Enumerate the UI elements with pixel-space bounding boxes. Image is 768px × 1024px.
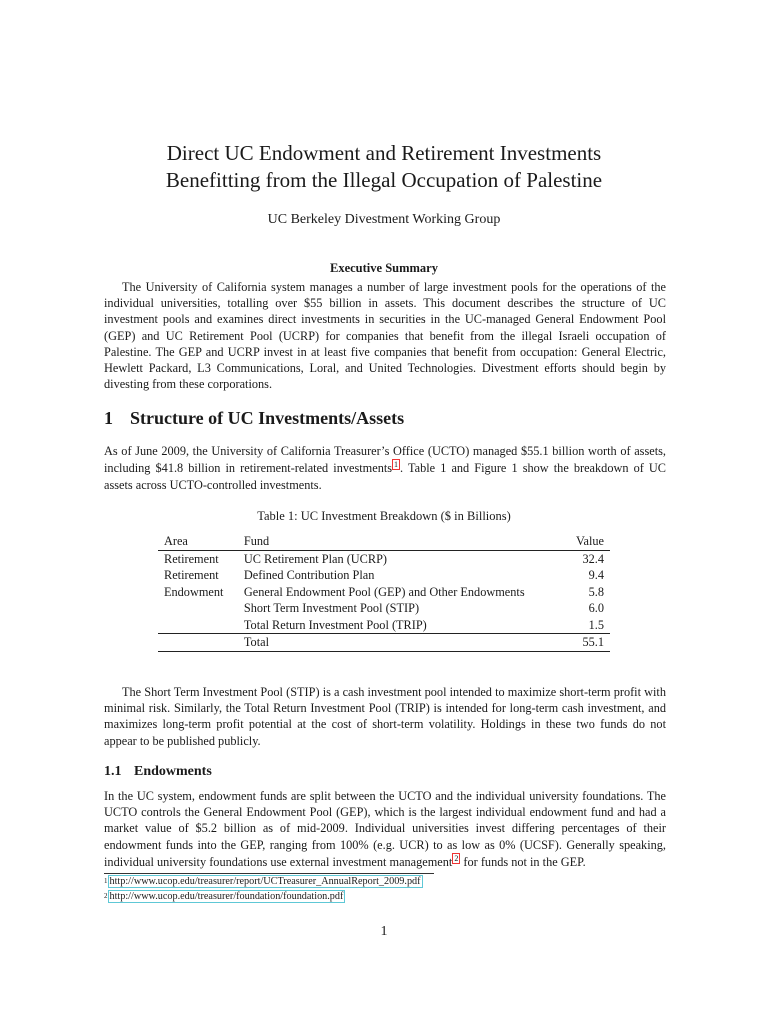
- footnote-mark: 1: [104, 877, 108, 885]
- investment-table: [158, 533, 610, 652]
- table-row: [158, 584, 610, 601]
- cell-fund: Defined Contribution Plan: [243, 568, 375, 582]
- table-row: [158, 567, 610, 584]
- endowments-paragraph: [104, 788, 666, 870]
- section-1-text-b: . Table 1 and Figure 1 show the breakdown of UC assets across UCTO-controlled investments.: [104, 461, 666, 492]
- cell-fund-total: Total: [238, 634, 565, 652]
- cell-value: 1.5: [588, 617, 604, 632]
- stip-paragraph: The Short Term Investment Pool (STIP) is a cash investment pool intended to maximize short-term profit with minimal risk. Similarly, the Total Return Investment Pool (TRIP) is intended for long-term cash investment, and maximizes long-term profit potential at the cost of short-term volatility. Holdings in these two funds do not appear to be published publicly.: [104, 685, 666, 748]
- page-number: 1: [380, 924, 388, 939]
- footnote-1: [104, 875, 423, 888]
- cell-fund: UC Retirement Plan (UCRP): [243, 551, 388, 566]
- cell-area: [158, 634, 238, 652]
- endowments-text-a: In the UC system, endowment funds are split between the UCTO and the individual university foundations. The UCTO controls the General Endowment Pool (GEP), which is the largest individual endowment fund and had a market value of $5.2 billion as of mid-2009. Individual universities invest differing percentages of their endowment funds into the GEP, ranging from 100% (e.g. UCR) to as low as 0% (UCSF). Generally speaking, individual university foundations use external investment management: [104, 789, 666, 869]
- table-header-row: [158, 533, 610, 550]
- cell-area: Retirement: [164, 568, 219, 582]
- section-title: Structure of UC Investments/Assets: [130, 408, 405, 428]
- cell-area: [158, 617, 238, 634]
- footnote-2: [104, 890, 345, 903]
- cell-value: 9.4: [588, 568, 604, 582]
- table-caption: Table 1: UC Investment Breakdown ($ in Billions): [257, 509, 511, 523]
- executive-summary-text: The University of California system manages a number of large investment pools for the operations of the individual universities, totalling over $55 billion in assets. This document describes the structure of UC investment pools and examines direct investments in securities in the UC-managed General Endowment Pool (GEP) and UC Retirement Pool (UCRP) for companies that benefit from the illegal Israeli occupation of Palestine. The GEP and UCRP invest in at least five companies that benefit from occupation: General Electric, Hewlett Packard, L3 Communications, Loral, and United Technologies. Divestment efforts should begin by divesting from these corporations.: [104, 280, 666, 392]
- header-value: Value: [565, 533, 610, 550]
- cell-fund: Short Term Investment Pool (STIP): [243, 601, 420, 615]
- section-1-paragraph: [104, 443, 666, 493]
- footnote-2-link[interactable]: http://www.ucop.edu/treasurer/foundation/foundation.pdf: [109, 891, 344, 902]
- table-row: [158, 600, 610, 617]
- paper-title: [0, 140, 768, 194]
- table-total-row: [158, 634, 610, 652]
- title-line-1: Direct UC Endowment and Retirement Investments: [166, 141, 602, 165]
- section-number: 1: [104, 408, 113, 428]
- subsection-number: 1.1: [104, 764, 122, 779]
- footnote-1-link[interactable]: http://www.ucop.edu/treasurer/report/UCTreasurer_AnnualReport_2009.pdf: [109, 876, 421, 887]
- cell-area: Endowment: [164, 584, 224, 599]
- section-1-heading: [104, 408, 404, 429]
- table-row: [158, 617, 610, 634]
- cell-value: 32.4: [582, 551, 604, 566]
- table-row: [158, 550, 610, 567]
- subsection-title: Endowments: [134, 764, 212, 779]
- footnote-rule: [104, 873, 434, 874]
- cell-value: 6.0: [588, 601, 604, 615]
- header-area: Area: [158, 533, 238, 550]
- footnote-ref-1[interactable]: 1: [394, 460, 399, 470]
- section-1-text-a: As of June 2009, the University of California Treasurer’s Office (UCTO) managed $55.1 billion worth of assets, including $41.8 billion in retirement-related investments: [104, 444, 666, 476]
- header-fund: Fund: [238, 533, 565, 550]
- subsection-1-1-heading: [104, 764, 212, 780]
- title-line-2: Benefitting from the Illegal Occupation of Palestine: [165, 168, 603, 192]
- cell-fund: General Endowment Pool (GEP) and Other Endowments: [243, 584, 525, 599]
- cell-value: 5.8: [588, 584, 604, 599]
- footnote-mark: 2: [104, 892, 108, 900]
- cell-area: Retirement: [164, 551, 219, 566]
- cell-area: [158, 600, 238, 617]
- executive-summary-heading: Executive Summary: [330, 261, 438, 275]
- footnote-ref-2[interactable]: 2: [454, 853, 459, 863]
- author: UC Berkeley Divestment Working Group: [267, 212, 501, 227]
- cell-fund: Total Return Investment Pool (TRIP): [243, 617, 427, 632]
- endowments-text-b: for funds not in the GEP.: [460, 854, 586, 869]
- cell-value-total: 55.1: [565, 634, 610, 652]
